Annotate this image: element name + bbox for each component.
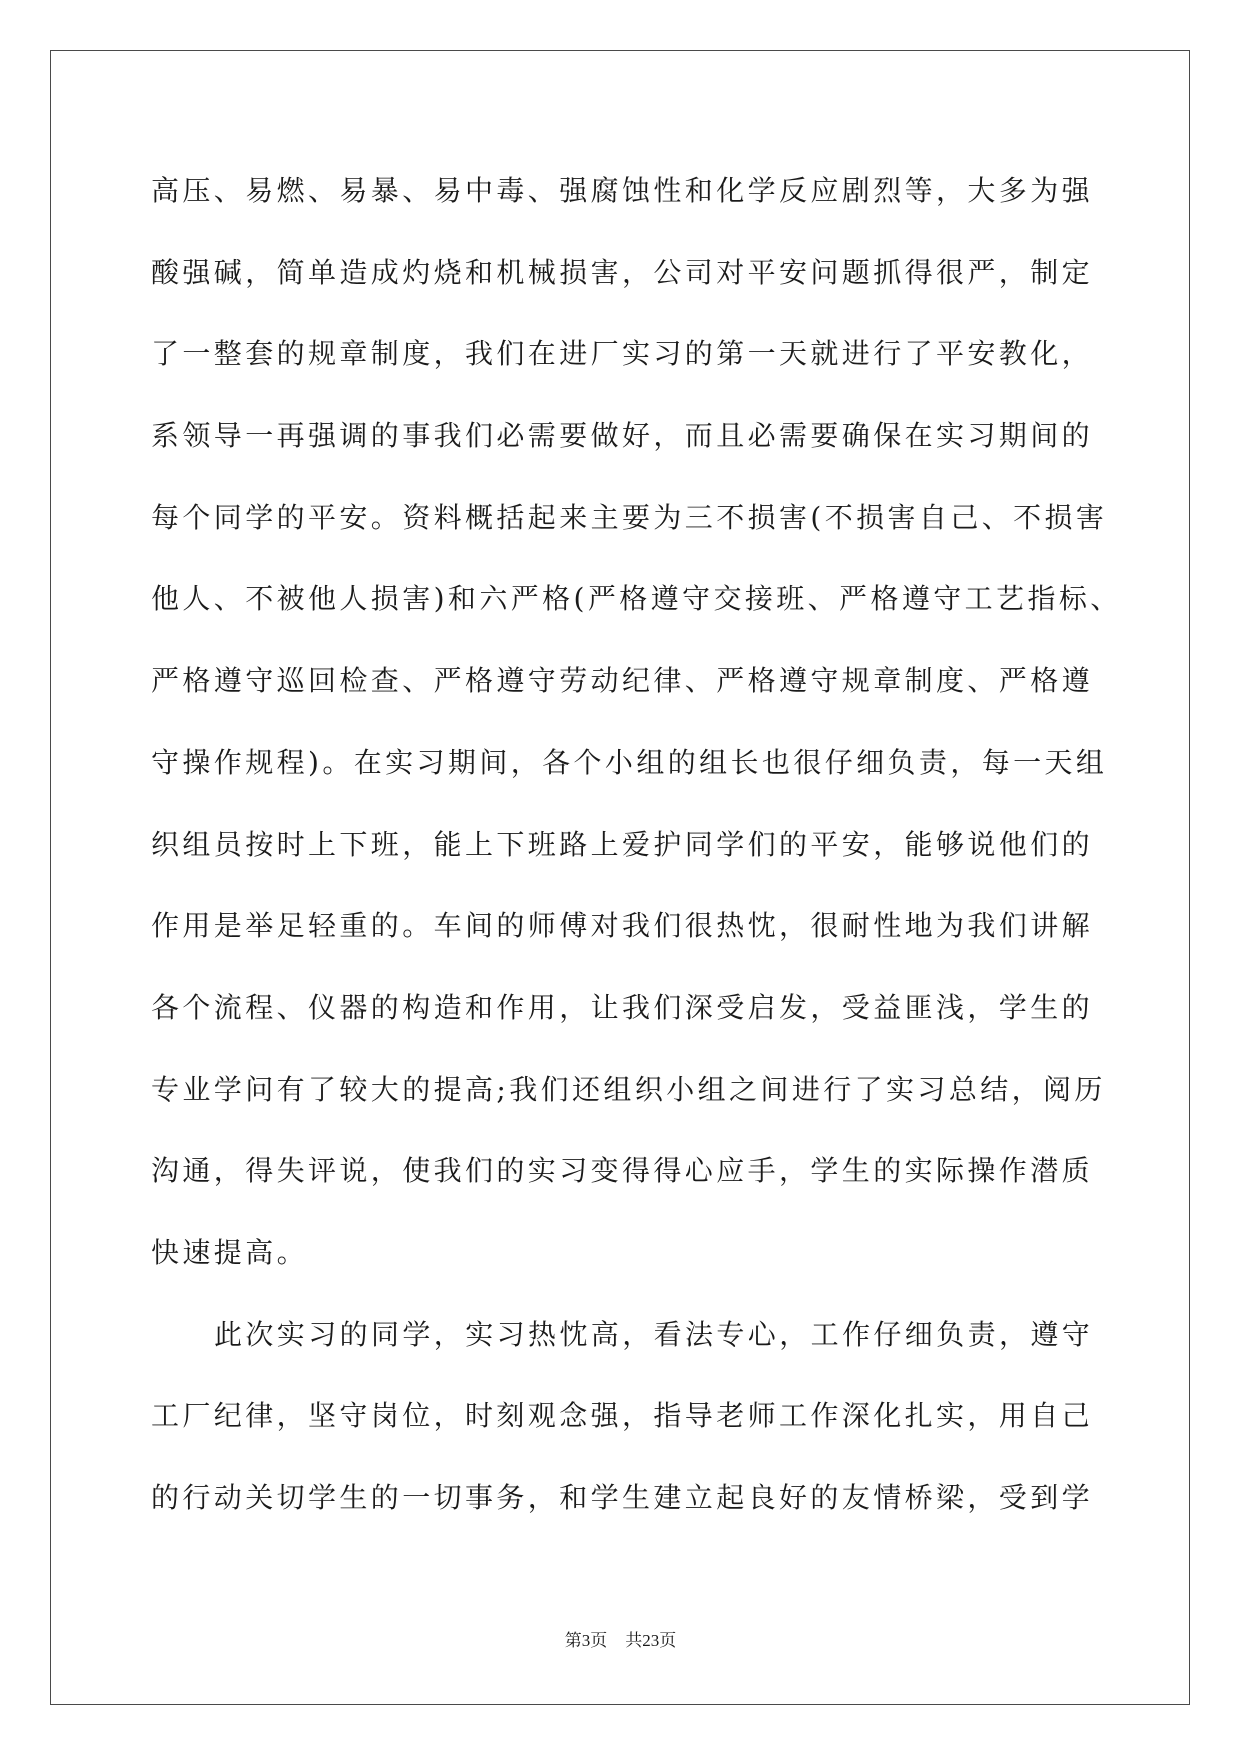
text-line: 专业学问有了较大的提高;我们还组织小组之间进行了实习总结，阅历 bbox=[151, 1072, 1106, 1106]
text-line: 快速提高。 bbox=[151, 1235, 309, 1269]
text-line: 严格遵守巡回检查、严格遵守劳动纪律、严格遵守规章制度、严格遵 bbox=[151, 664, 1094, 698]
text-line: 每个同学的平安。资料概括起来主要为三不损害(不损害自己、不损害 bbox=[151, 500, 1108, 534]
paragraph-2 bbox=[151, 1294, 1151, 1539]
text-line: 作用是举足轻重的。车间的师傅对我们很热忱，很耐性地为我们讲解 bbox=[151, 909, 1094, 943]
text-line: 此次实习的同学，实习热忱高，看法专心，工作仔细负责，遵守 bbox=[214, 1317, 1094, 1351]
page-number-total: 共23页 bbox=[625, 1631, 677, 1650]
page-footer bbox=[0, 1628, 1241, 1654]
text-line: 系领导一再强调的事我们必需要做好，而且必需要确保在实习期间的 bbox=[151, 419, 1094, 453]
text-line: 酸强碱，简单造成灼烧和机械损害，公司对平安问题抓得很严，制定 bbox=[151, 255, 1094, 289]
document-body bbox=[151, 150, 1151, 1539]
text-line: 工厂纪律，坚守岗位，时刻观念强，指导老师工作深化扎实，用自己 bbox=[151, 1399, 1094, 1433]
text-line: 高压、易燃、易暴、易中毒、强腐蚀性和化学反应剧烈等，大多为强 bbox=[151, 174, 1094, 207]
page-number-current: 第3页 bbox=[564, 1631, 608, 1650]
text-line: 他人、不被他人损害)和六严格(严格遵守交接班、严格遵守工艺指标、 bbox=[151, 582, 1122, 616]
text-line: 沟通，得失评说，使我们的实习变得得心应手，学生的实际操作潜质 bbox=[151, 1154, 1094, 1188]
text-line: 守操作规程)。在实习期间，各个小组的组长也很仔细负责，每一天组 bbox=[151, 745, 1108, 779]
paragraph-1 bbox=[151, 150, 1151, 1294]
text-line: 各个流程、仪器的构造和作用，让我们深受启发，受益匪浅，学生的 bbox=[151, 990, 1094, 1024]
text-line: 织组员按时上下班，能上下班路上爱护同学们的平安，能够说他们的 bbox=[151, 827, 1094, 861]
text-line: 了一整套的规章制度，我们在进厂实习的第一天就进行了平安教化， bbox=[151, 337, 1094, 371]
text-line: 的行动关切学生的一切事务，和学生建立起良好的友情桥梁，受到学 bbox=[151, 1481, 1094, 1514]
